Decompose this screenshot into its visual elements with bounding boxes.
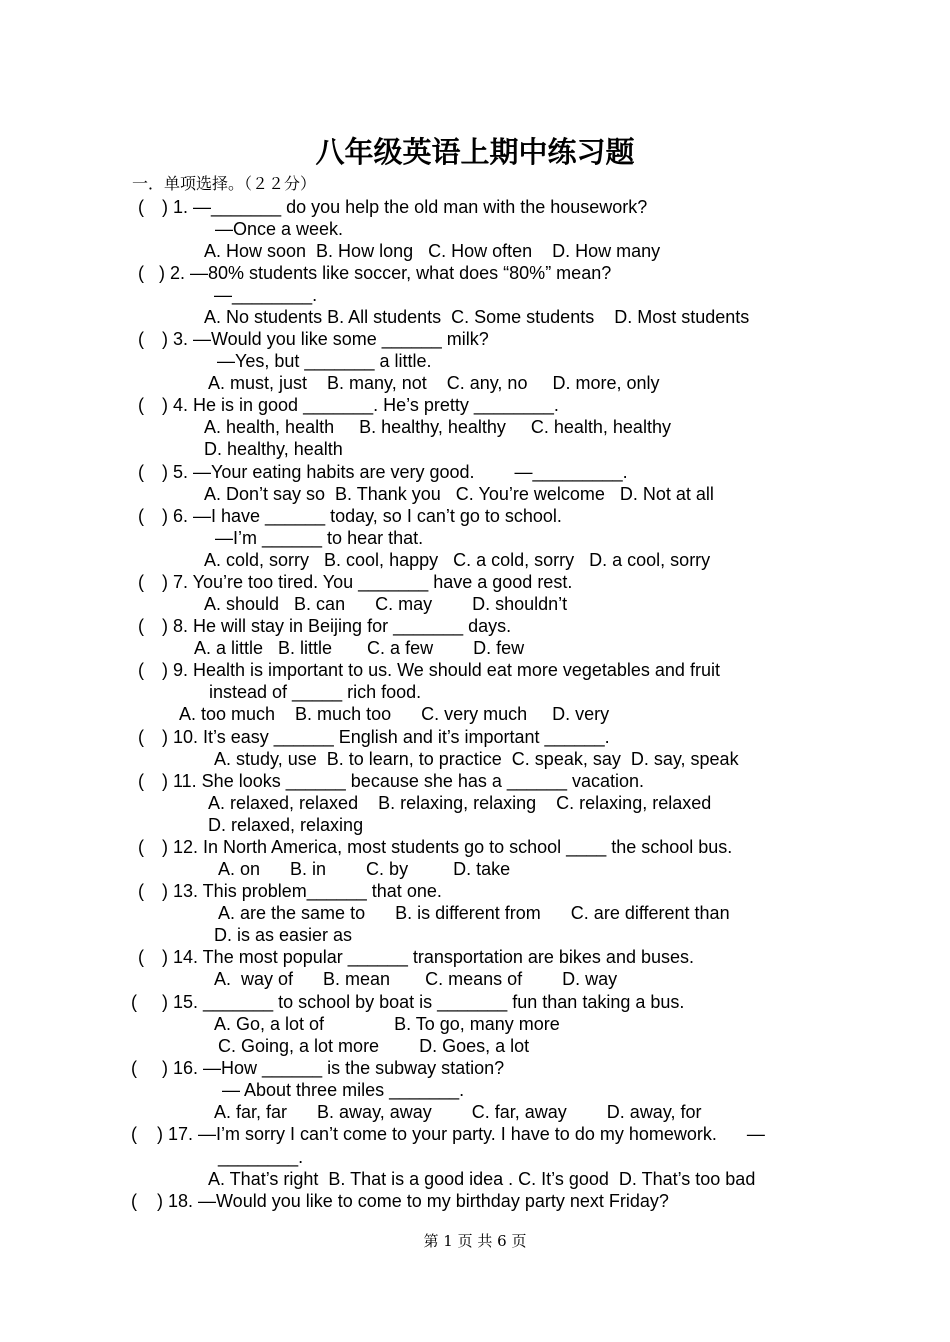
- question-line: ( ) 16. —How ______ is the subway station?: [131, 1058, 505, 1078]
- options-line: A. How soon B. How long C. How often D. How many: [204, 241, 661, 261]
- answer-line: —Yes, but _______ a little.: [217, 351, 432, 371]
- answer-line: ________.: [218, 1147, 304, 1167]
- page-footer: 第 1 页 共 6 页: [423, 1232, 527, 1250]
- question-line: ( ) 1. —_______ do you help the old man with the housework?: [138, 197, 648, 217]
- section-heading: 一．单项选择。（２２分）: [132, 174, 317, 193]
- question-line: ( ) 15. _______ to school by boat is _______ fun than taking a bus.: [131, 992, 685, 1012]
- options-line: D. relaxed, relaxing: [208, 815, 364, 835]
- question-line: ( ) 7. You’re too tired. You _______ have a good rest.: [138, 572, 573, 592]
- options-line: A. cold, sorry B. cool, happy C. a cold, sorry D. a cool, sorry: [204, 550, 711, 570]
- question-line: ( ) 4. He is in good _______. He’s pretty ________.: [138, 395, 559, 415]
- options-line: A. relaxed, relaxed B. relaxing, relaxing C. relaxing, relaxed: [208, 793, 712, 813]
- options-line: A. on B. in C. by D. take: [218, 859, 511, 879]
- question-line: ( ) 17. —I’m sorry I can’t come to your party. I have to do my homework. —: [131, 1124, 765, 1144]
- options-line: A. No students B. All students C. Some students D. Most students: [204, 307, 750, 327]
- options-line: A. health, health B. healthy, healthy C. health, healthy: [204, 417, 671, 437]
- options-line: A. are the same to B. is different from C. are different than: [218, 903, 730, 923]
- options-line: A. Go, a lot of B. To go, many more: [214, 1014, 560, 1034]
- options-line: A. far, far B. away, away C. far, away D. away, for: [214, 1102, 702, 1122]
- question-continuation: instead of _____ rich food.: [209, 682, 422, 702]
- question-line: ( ) 9. Health is important to us. We should eat more vegetables and fruit: [138, 660, 720, 680]
- options-line: D. healthy, health: [204, 439, 343, 459]
- document-title: 八年级英语上期中练习题: [315, 135, 635, 169]
- question-line: ( ) 10. It’s easy ______ English and it’s important ______.: [138, 727, 610, 747]
- question-line: ( ) 18. —Would you like to come to my birthday party next Friday?: [131, 1191, 669, 1211]
- options-line: A. Don’t say so B. Thank you C. You’re welcome D. Not at all: [204, 484, 714, 504]
- options-line: A. should B. can C. may D. shouldn’t: [204, 594, 568, 614]
- answer-line: —Once a week.: [215, 219, 344, 239]
- question-line: ( ) 11. She looks ______ because she has a ______ vacation.: [138, 771, 645, 791]
- options-line: D. is as easier as: [214, 925, 353, 945]
- question-line: ( ) 14. The most popular ______ transportation are bikes and buses.: [138, 947, 694, 967]
- question-line: ( ) 5. —Your eating habits are very good. —_________.: [138, 462, 628, 482]
- question-line: ( ) 3. —Would you like some ______ milk?: [138, 329, 489, 349]
- question-line: ( ) 6. —I have ______ today, so I can’t go to school.: [138, 506, 562, 526]
- options-line: A. study, use B. to learn, to practice C. speak, say D. say, speak: [214, 749, 739, 769]
- options-line: A. too much B. much too C. very much D. very: [179, 704, 610, 724]
- options-line: A. must, just B. many, not C. any, no D. more, only: [208, 373, 660, 393]
- question-line: ( ) 13. This problem______ that one.: [138, 881, 442, 901]
- options-line: A. a little B. little C. a few D. few: [194, 638, 525, 658]
- question-line: ( ) 2. —80% students like soccer, what does “80%” mean?: [138, 263, 612, 283]
- answer-line: — About three miles _______.: [222, 1080, 465, 1100]
- answer-line: —________.: [214, 285, 318, 305]
- options-line: C. Going, a lot more D. Goes, a lot: [218, 1036, 530, 1056]
- options-line: A. way of B. mean C. means of D. way: [214, 969, 618, 989]
- options-line: A. That’s right B. That is a good idea . C. It’s good D. That’s too bad: [208, 1169, 756, 1189]
- question-line: ( ) 8. He will stay in Beijing for _______ days.: [138, 616, 512, 636]
- question-line: ( ) 12. In North America, most students go to school ____ the school bus.: [138, 837, 733, 857]
- answer-line: —I’m ______ to hear that.: [215, 528, 424, 548]
